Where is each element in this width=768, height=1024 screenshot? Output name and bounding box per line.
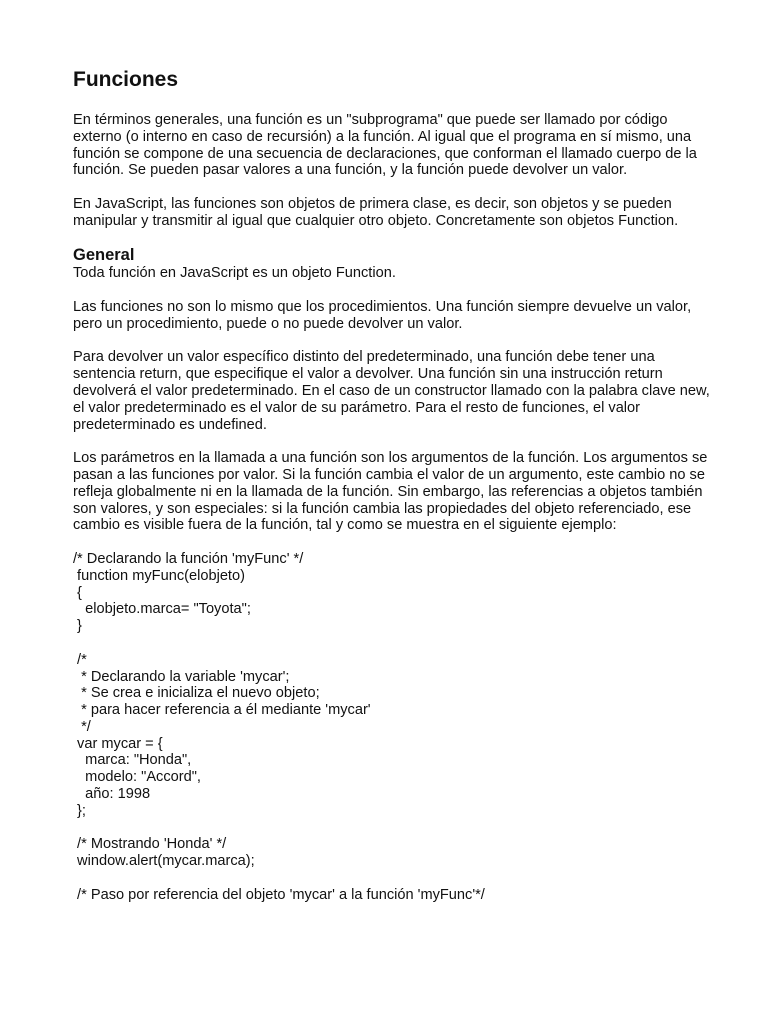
code-line: modelo: "Accord", [73,769,201,786]
code-block-alert [73,836,713,870]
intro-paragraph-2: En JavaScript, las funciones son objetos de primera clase, es decir, son objetos y se pueden manipular y transmitir al igual que cualquier otro objeto. Concretamente son objetos Function. [73,195,679,229]
code-line: * Declarando la variable 'mycar'; [73,668,290,685]
code-line: elobjeto.marca= "Toyota"; [73,601,251,618]
code-line: function myFunc(elobjeto) [73,567,245,584]
code-line: * Se crea e inicializa el nuevo objeto; [73,685,320,702]
page-title: Funciones [73,68,179,91]
code-block-pass-by-reference [73,887,713,904]
code-line: * para hacer referencia a él mediante 'mycar' [73,702,371,719]
code-line: */ [73,718,91,735]
code-line: año: 1998 [73,786,151,803]
general-paragraph-4: Los parámetros en la llamada a una función son los argumentos de la función. Los argumentos se pasan a las funciones por valor. Si la función cambia el valor de un argumento, este cambio no se refleja globalmente ni en la llamada de la función. Sin embargo, las referencias a objetos también son valores, y son especiales: si la función cambia las propiedades del objeto referenciado, ese cambio es visible fuera de la función, tal y como se muestra en el siguiente ejemplo: [73,450,708,534]
code-line: marca: "Honda", [73,752,192,769]
section-heading-general: General [73,246,135,265]
code-block-variable-declaration [73,652,713,820]
code-line: }; [73,802,86,819]
code-line: /* Declarando la función 'myFunc' */ [73,550,304,567]
general-paragraph-1: Toda función en JavaScript es un objeto Function. [73,265,396,282]
general-paragraph-3: Para devolver un valor específico distinto del predeterminado, una función debe tener una sentencia return, que especifique el valor a devolver. Una función sin una instrucción return devolverá el valor predeterminado. En el caso de un constructor llamado con la palabra clave new, el valor predeterminado es el valor de su parámetro. Para el resto de funciones, el valor predeterminado es undefined. [73,349,710,433]
code-line: /* [73,651,87,668]
document-page [73,66,713,920]
intro-paragraph-1: En términos generales, una función es un "subprograma" que puede ser llamado por código externo (o interno en caso de recursión) a la función. Al igual que el programa en sí mismo, una función se compone de una secuencia de declaraciones, que conforman el llamado cuerpo de la función. Se pueden pasar valores a una función, y la función puede devolver un valor. [73,112,697,179]
code-line: /* Mostrando 'Honda' */ [73,836,227,853]
code-line: /* Paso por referencia del objeto 'mycar' a la función 'myFunc'*/ [73,886,485,903]
code-line: } [73,618,82,635]
code-line: var mycar = { [73,735,163,752]
general-paragraph-2: Las funciones no son lo mismo que los procedimientos. Una función siempre devuelve un valor, pero un procedimiento, puede o no puede devolver un valor. [73,298,692,332]
code-line: { [73,584,82,601]
code-block-function-declaration [73,551,713,635]
code-line: window.alert(mycar.marca); [73,853,255,870]
